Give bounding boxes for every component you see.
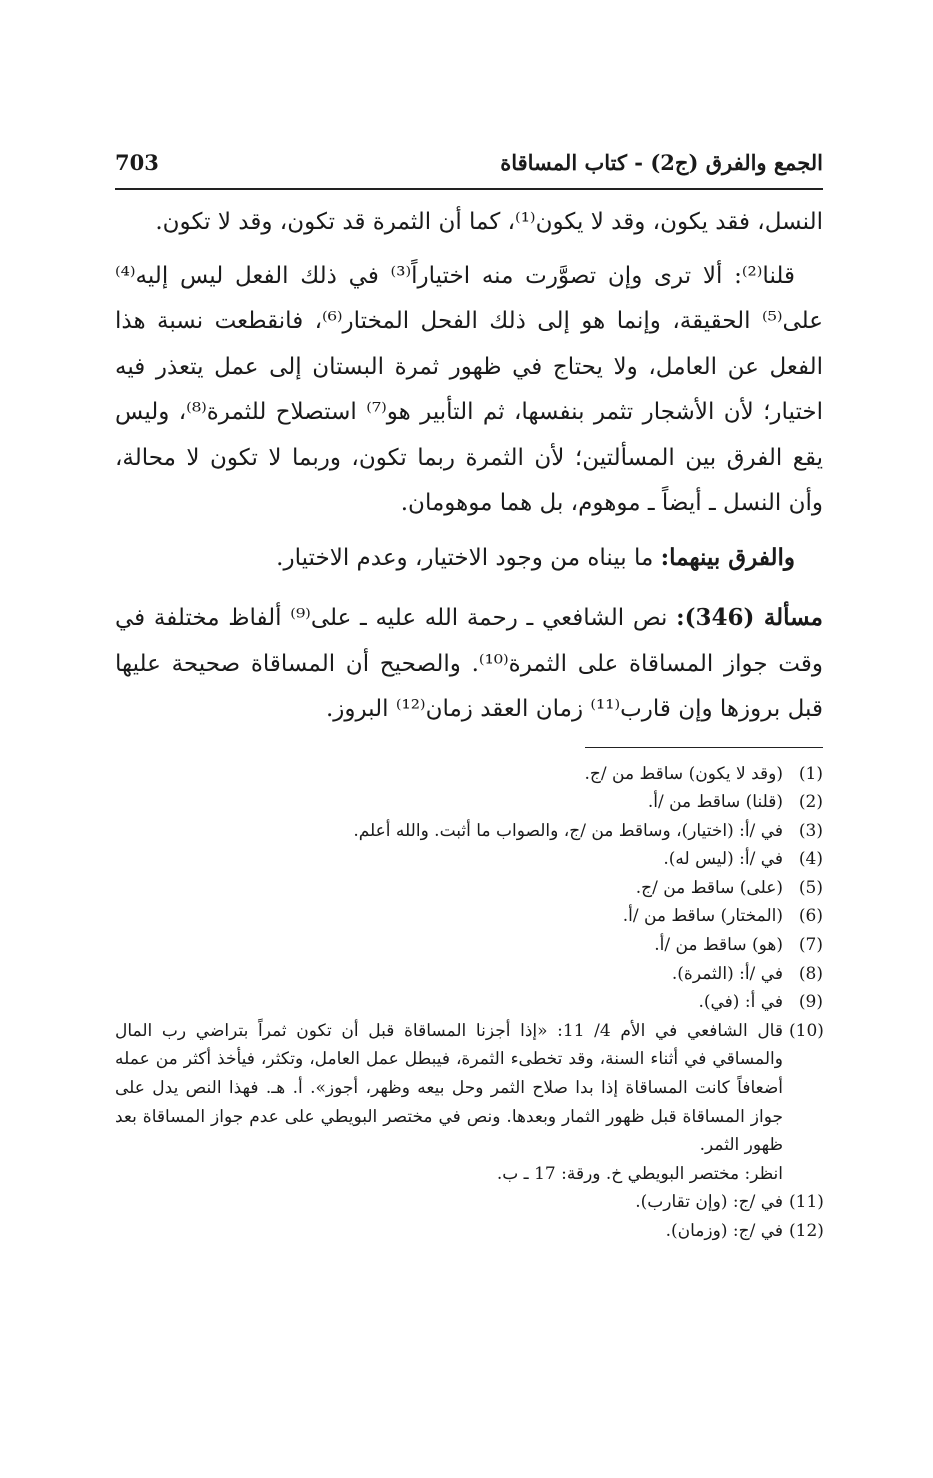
footnote-item xyxy=(115,760,823,789)
footnote-item xyxy=(115,960,823,989)
footnote-item xyxy=(115,902,823,931)
footnote-text: (المختار) ساقط من /أ. xyxy=(622,906,783,927)
footnote-number: (12) xyxy=(789,1221,824,1241)
footnote-text: انظر: مختصر البويطي خ. ورقة: 17 ـ ب. xyxy=(496,1163,783,1184)
footnote-item xyxy=(115,988,823,1017)
footnote-text: (هو) ساقط من /أ. xyxy=(654,935,783,956)
footnote-text: في /ج: (وزمان). xyxy=(665,1221,783,1241)
difference-label: والفرق بينهما: xyxy=(660,543,795,571)
footnote-number xyxy=(783,1160,823,1189)
footnote-number: (3) xyxy=(798,820,823,841)
running-title: الجمع والفرق (ج2) - كتاب المساقاة xyxy=(500,150,823,175)
footnote-number: (8) xyxy=(798,963,823,984)
footnote-text: قال الشافعي في الأم 4/ 11: «إذا أجزنا المساقاة قبل أن تكون ثمراً بتراضي رب المال والمساقي في أثناء السنة، وقد تخطىء الثمرة، فيبطل عمل العامل، وتكثر، فيأخذ أكثر من عمله أضعافاً كانت المساقاة إذا بدا صلاح الثمر وحل بيعه وظهر، أجوز». أ. هـ. فهذا النص يدل على جواز المساقاة قبل ظهور الثمار وبعدها. ونص في مختصر البويطي على عدم جواز المساقاة بعد ظهور الثمر. xyxy=(115,1020,783,1156)
book-page xyxy=(115,140,823,1246)
footnote-separator xyxy=(585,747,823,748)
footnote-text: في /أ: (ليس له). xyxy=(663,849,783,870)
footnote-item xyxy=(115,931,823,960)
page-number: 703 xyxy=(115,150,159,175)
footnote-number: (11) xyxy=(789,1192,824,1213)
issue-label: مسألة (346): xyxy=(676,604,824,631)
footnote-item xyxy=(115,817,823,846)
footnote-number: (1) xyxy=(798,763,823,784)
footnote-number: (5) xyxy=(798,877,823,898)
footnote-text: (وقد لا يكون) ساقط من /ج. xyxy=(584,763,783,784)
footnote-number: (7) xyxy=(798,935,823,956)
issue-text: نص الشافعي ـ رحمة الله عليه ـ على⁽⁹⁾ ألفاظ مختلفة في وقت جواز المساقاة على الثمرة⁽¹⁰⁾. والصحيح أن المساقاة صحيحة عليها قبل بروزها وإن قارب⁽¹¹⁾ زمان العقد زمان⁽¹²⁾ البروز. xyxy=(115,605,823,722)
footnote-item xyxy=(115,788,823,817)
footnote-number: (6) xyxy=(798,906,823,927)
footnote-text: في أ: (في). xyxy=(698,992,783,1013)
footnote-item xyxy=(115,1217,823,1246)
footnote-text: في /أ: (اختيار)، وساقط من /ج، والصواب ما أثبت. والله أعلم. xyxy=(353,820,783,841)
footnote-text: في /أ: (الثمرة). xyxy=(671,963,783,984)
paragraph-continuation: النسل، فقد يكون، وقد لا يكون⁽¹⁾، كما أن الثمرة قد تكون، وقد لا تكون. xyxy=(155,209,823,235)
footnote-item xyxy=(115,845,823,874)
paragraph-reply: قلنا⁽²⁾: ألا ترى وإن تصوَّرت منه اختياراً⁽³⁾ في ذلك الفعل ليس إليه⁽⁴⁾ على⁽⁵⁾ الحقيقة، وإنما هو إلى ذلك الفحل المختار⁽⁶⁾، فانقطعت نسبة هذا الفعل عن العامل، ولا يحتاج في ظهور ثمرة البستان إلى عمل يتعذر فيه اختيار؛ لأن الأشجار تثمر بنفسها، ثم التأبير هو⁽⁷⁾ استصلاح للثمرة⁽⁸⁾، وليس يقع الفرق بين المسألتين؛ لأن الثمرة ربما تكون، وربما لا تكون لا محالة، وأن النسل ـ أيضاً ـ موهوم، بل هما موهومان. xyxy=(115,262,824,516)
footnote-number: (2) xyxy=(798,792,823,813)
difference-text: ما بيناه من وجود الاختيار، وعدم الاختيار. xyxy=(276,544,661,571)
footnote-text: (قلنا) ساقط من /أ. xyxy=(647,792,783,813)
footnote-item xyxy=(115,1188,823,1217)
issue-block xyxy=(115,595,823,733)
page-header xyxy=(115,140,823,190)
footnote-number: (9) xyxy=(798,992,823,1013)
paragraph-difference xyxy=(115,535,823,582)
footnote-text: في /ج: (وإن تقارب). xyxy=(635,1192,783,1213)
footnote-item xyxy=(115,1017,823,1160)
footnotes-list xyxy=(115,760,823,1246)
footnote-text: (على) ساقط من /ج. xyxy=(635,877,783,898)
footnote-number: (4) xyxy=(798,849,823,870)
paragraph-issue xyxy=(115,595,823,733)
footnote-item xyxy=(115,874,823,903)
footnote-item xyxy=(115,1160,823,1189)
footnote-number: (10) xyxy=(789,1020,824,1041)
